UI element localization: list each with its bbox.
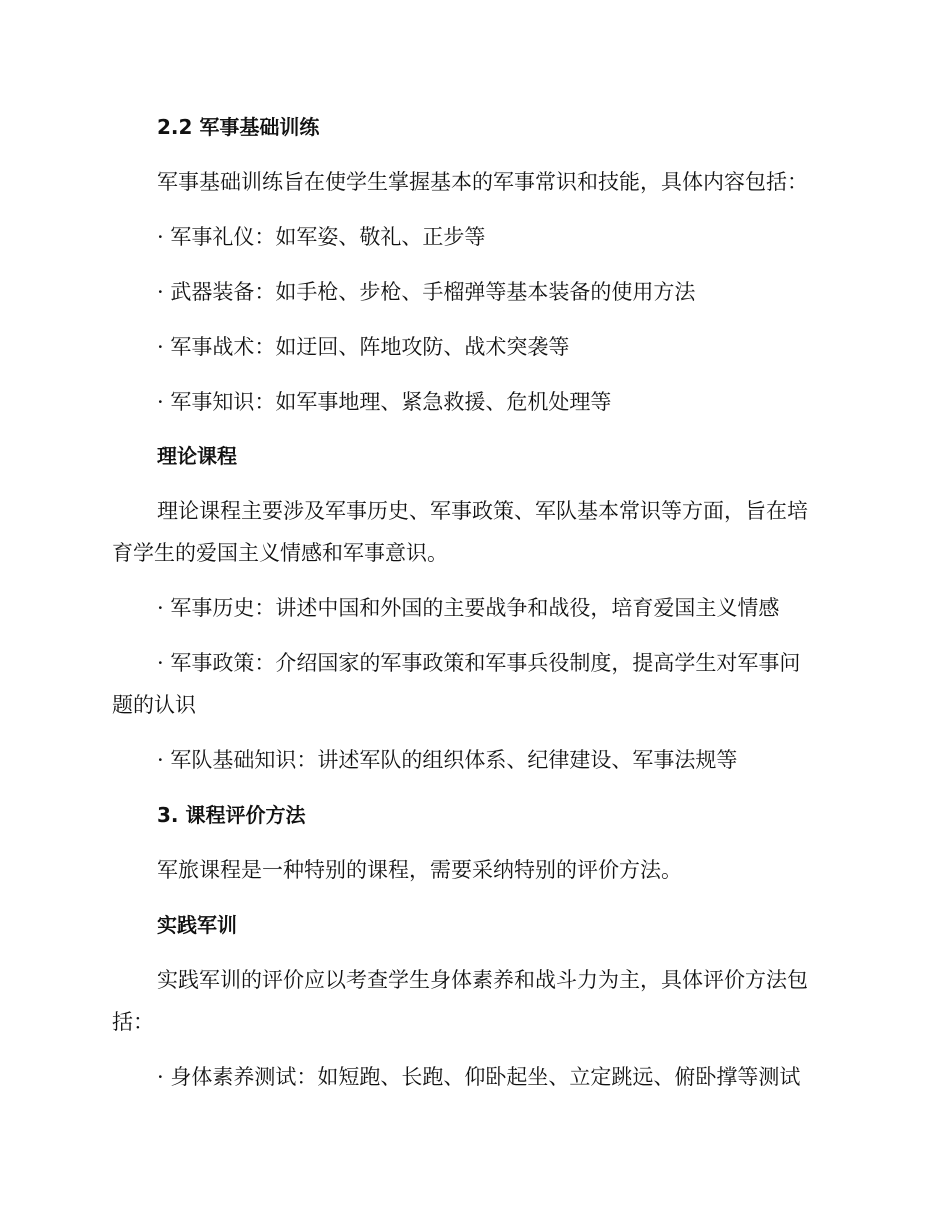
- bullet-item: · 军事历史：讲述中国和外国的主要战争和战役，培育爱国主义情感: [157, 596, 780, 620]
- bullet-item: · 军事战术：如迂回、阵地攻防、战术突袭等: [157, 335, 570, 359]
- bullet-item: · 军事礼仪：如军姿、敬礼、正步等: [157, 225, 486, 249]
- section-heading-2-2: 2.2 军事基础训练: [157, 115, 320, 139]
- bullet-item: · 武器装备：如手枪、步枪、手榴弹等基本装备的使用方法: [157, 280, 696, 304]
- bullet-item: · 身体素养测试：如短跑、长跑、仰卧起坐、立定跳远、俯卧撑等测试: [157, 1065, 801, 1089]
- bullet-item: · 军事政策：介绍国家的军事政策和军事兵役制度，提高学生对军事问: [157, 651, 801, 675]
- paragraph: 实践军训的评价应以考查学生身体素养和战斗力为主，具体评价方法包: [157, 968, 808, 992]
- paragraph-continuation: 育学生的爱国主义情感和军事意识。: [112, 541, 448, 565]
- section-heading-practice: 实践军训: [157, 913, 237, 937]
- paragraph: 理论课程主要涉及军事历史、军事政策、军队基本常识等方面，旨在培: [157, 499, 808, 523]
- section-heading-3: 3. 课程评价方法: [157, 803, 306, 827]
- paragraph-continuation: 括：: [112, 1010, 154, 1034]
- paragraph: 军事基础训练旨在使学生掌握基本的军事常识和技能，具体内容包括：: [157, 170, 808, 194]
- bullet-item: · 军事知识：如军事地理、紧急救援、危机处理等: [157, 390, 612, 414]
- bullet-item-continuation: 题的认识: [112, 693, 196, 717]
- section-heading-theory: 理论课程: [157, 444, 237, 468]
- paragraph: 军旅课程是一种特别的课程，需要采纳特别的评价方法。: [157, 858, 682, 882]
- bullet-item: · 军队基础知识：讲述军队的组织体系、纪律建设、军事法规等: [157, 748, 738, 772]
